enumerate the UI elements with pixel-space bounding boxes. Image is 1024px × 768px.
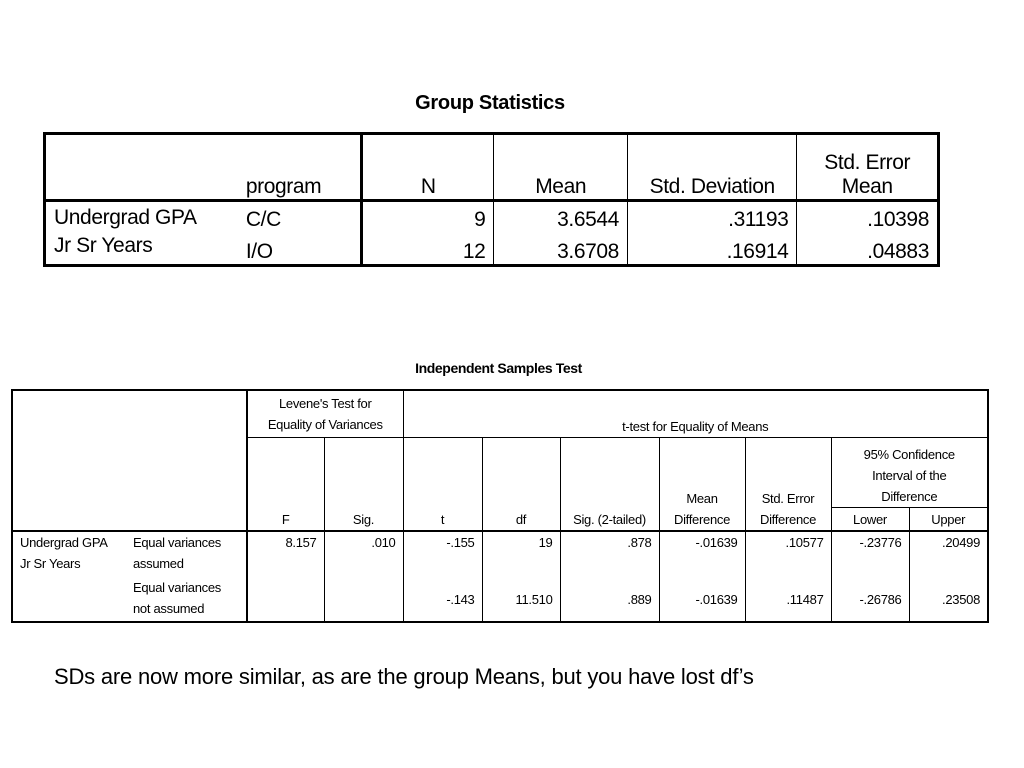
header-std-error-difference [745,437,831,531]
row-label [45,201,238,266]
header-levene-line1: Levene's Test for [278,395,372,411]
header-sig-2-tailed: Sig. (2-tailed) [560,437,659,531]
header-df: df [482,437,560,531]
header-t-test: t-test for Equality of Means [403,390,988,437]
header-sem-line1: Std. Error [824,151,911,174]
row-label [12,531,126,622]
header-blank [12,390,247,531]
cell-df: 11.510 [482,577,560,622]
table-header-row [45,134,939,201]
header-confidence-interval [831,437,988,507]
row-sublabel-line1: Equal variances [133,580,221,595]
table-header-row [12,390,988,437]
row-label-line2: Jr Sr Years [54,234,153,257]
header-mean: Mean [494,134,628,201]
header-ci-line2: Interval of the [872,467,947,483]
group-statistics-title: Group Statistics [415,92,565,114]
cell-std-error-difference: .10577 [745,531,831,577]
cell-std-error-difference: .11487 [745,577,831,622]
cell-sig-2-tailed: .889 [560,577,659,622]
row-sublabel-line2: assumed [133,556,184,571]
group-statistics-table [43,132,940,267]
cell-n: 9 [362,201,494,233]
header-mean-diff-line1: Mean [686,491,718,506]
row-sublabel-line2: not assumed [133,601,205,616]
note-text: SDs are now more similar, as are the group Means, but you have lost df’s [54,664,754,689]
header-levene-line2: Equality of Variances [267,416,383,432]
cell-n: 12 [362,232,494,266]
cell-mean: 3.6544 [494,201,628,233]
cell-sig-2-tailed: .878 [560,531,659,577]
cell-t: -.155 [403,531,482,577]
header-ci-line3: Difference [881,488,938,504]
cell-mean: 3.6708 [494,232,628,266]
header-mean-difference [659,437,745,531]
cell-program: I/O [245,240,273,263]
table-row [12,577,988,622]
cell-f: 8.157 [247,531,324,577]
cell-sem: .04883 [797,232,939,266]
header-ci-line1: 95% Confidence [863,446,955,462]
row-sublabel-line1: Equal variances [133,535,221,550]
cell-sem: .10398 [797,201,939,233]
header-std-error-mean [797,134,939,201]
cell-sig: .010 [324,531,403,577]
header-blank [45,134,238,201]
header-lower: Lower [831,507,909,531]
header-f: F [247,437,324,531]
cell-df: 19 [482,531,560,577]
independent-samples-test-title: Independent Samples Test [415,360,582,376]
row-sublabel [126,531,247,577]
independent-samples-test-table [11,389,989,623]
header-sem-line2: Mean [841,175,893,198]
cell-lower: -.23776 [831,531,909,577]
cell-lower: -.26786 [831,577,909,622]
cell-upper: .20499 [909,531,988,577]
table-row [12,531,988,577]
cell-sd: .16914 [627,232,796,266]
cell-sd: .31193 [627,201,796,233]
header-mean-diff-line2: Difference [673,512,730,527]
header-se-diff-line1: Std. Error [761,491,815,506]
header-se-diff-line2: Difference [759,512,816,527]
header-program: program [238,134,362,201]
row-sublabel [126,577,247,622]
cell-sig [324,577,403,622]
cell-t: -.143 [403,577,482,622]
header-std-deviation: Std. Deviation [627,134,796,201]
header-t: t [403,437,482,531]
header-n: N [362,134,494,201]
header-upper: Upper [909,507,988,531]
row-label-line2: Jr Sr Years [20,556,81,571]
cell-f [247,577,324,622]
cell-program: C/C [245,208,281,231]
row-label-line1: Undergrad GPA [54,206,197,229]
header-levene [247,390,403,437]
table-row [45,201,939,233]
cell-mean-difference: -.01639 [659,531,745,577]
header-sig: Sig. [324,437,403,531]
cell-mean-difference: -.01639 [659,577,745,622]
cell-upper: .23508 [909,577,988,622]
row-label-line1: Undergrad GPA [20,535,108,550]
